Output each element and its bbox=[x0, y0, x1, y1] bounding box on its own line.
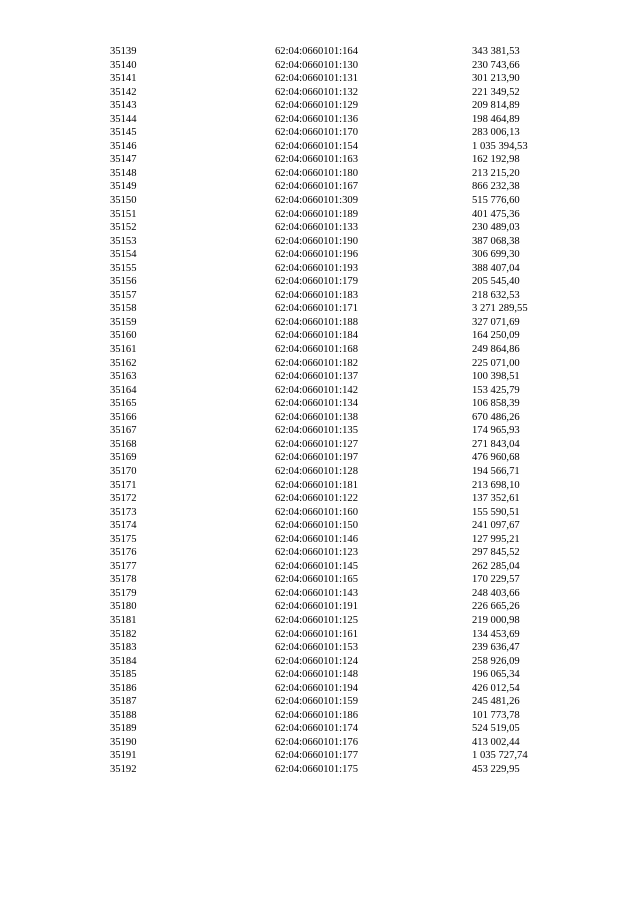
table-row bbox=[110, 384, 580, 398]
row-number: 35141 bbox=[110, 73, 137, 85]
cadastral-number: 62:04:0660101:146 bbox=[275, 533, 358, 545]
cadastral-value: 245 481,26 bbox=[472, 696, 520, 708]
table-row bbox=[110, 424, 580, 438]
row-number: 35182 bbox=[110, 628, 137, 640]
row-number: 35176 bbox=[110, 547, 137, 559]
cadastral-number: 62:04:0660101:165 bbox=[275, 574, 358, 586]
table-row bbox=[110, 628, 580, 642]
row-number: 35142 bbox=[110, 86, 137, 98]
row-number: 35151 bbox=[110, 208, 137, 220]
cadastral-number: 62:04:0660101:132 bbox=[275, 86, 358, 98]
table-row bbox=[110, 289, 580, 303]
cadastral-number: 62:04:0660101:181 bbox=[275, 479, 358, 491]
cadastral-number: 62:04:0660101:167 bbox=[275, 181, 358, 193]
row-number: 35170 bbox=[110, 465, 137, 477]
cadastral-number: 62:04:0660101:138 bbox=[275, 411, 358, 423]
cadastral-number: 62:04:0660101:135 bbox=[275, 425, 358, 437]
table-row bbox=[110, 194, 580, 208]
row-number: 35184 bbox=[110, 655, 137, 667]
cadastral-value: 1 035 727,74 bbox=[472, 750, 528, 762]
cadastral-number: 62:04:0660101:197 bbox=[275, 452, 358, 464]
table-row bbox=[110, 329, 580, 343]
table-row bbox=[110, 519, 580, 533]
cadastral-value: 271 843,04 bbox=[472, 438, 520, 450]
cadastral-value: 866 232,38 bbox=[472, 181, 520, 193]
row-number: 35171 bbox=[110, 479, 137, 491]
table-row bbox=[110, 316, 580, 330]
cadastral-value: 205 545,40 bbox=[472, 276, 520, 288]
table-row bbox=[110, 763, 580, 777]
cadastral-number: 62:04:0660101:143 bbox=[275, 587, 358, 599]
table-row bbox=[110, 126, 580, 140]
cadastral-value: 162 192,98 bbox=[472, 154, 520, 166]
cadastral-number: 62:04:0660101:182 bbox=[275, 357, 358, 369]
cadastral-value: 137 352,61 bbox=[472, 493, 520, 505]
table-row bbox=[110, 465, 580, 479]
table-row bbox=[110, 45, 580, 59]
row-number: 35145 bbox=[110, 127, 137, 139]
cadastral-number: 62:04:0660101:129 bbox=[275, 100, 358, 112]
cadastral-value: 283 006,13 bbox=[472, 127, 520, 139]
cadastral-value: 248 403,66 bbox=[472, 587, 520, 599]
cadastral-value: 1 035 394,53 bbox=[472, 140, 528, 152]
cadastral-value: 524 519,05 bbox=[472, 723, 520, 735]
row-number: 35180 bbox=[110, 601, 137, 613]
row-number: 35160 bbox=[110, 330, 137, 342]
cadastral-value: 225 071,00 bbox=[472, 357, 520, 369]
row-number: 35163 bbox=[110, 371, 137, 383]
table-row bbox=[110, 749, 580, 763]
cadastral-value: 306 699,30 bbox=[472, 249, 520, 261]
table-row bbox=[110, 655, 580, 669]
cadastral-number: 62:04:0660101:179 bbox=[275, 276, 358, 288]
row-number: 35153 bbox=[110, 235, 137, 247]
cadastral-value: 515 776,60 bbox=[472, 195, 520, 207]
cadastral-number: 62:04:0660101:160 bbox=[275, 506, 358, 518]
cadastral-value: 258 926,09 bbox=[472, 655, 520, 667]
cadastral-value: 134 453,69 bbox=[472, 628, 520, 640]
cadastral-number: 62:04:0660101:194 bbox=[275, 682, 358, 694]
cadastral-number: 62:04:0660101:124 bbox=[275, 655, 358, 667]
table-row bbox=[110, 560, 580, 574]
row-number: 35161 bbox=[110, 344, 137, 356]
row-number: 35167 bbox=[110, 425, 137, 437]
cadastral-value: 100 398,51 bbox=[472, 371, 520, 383]
table-row bbox=[110, 248, 580, 262]
table-row bbox=[110, 411, 580, 425]
row-number: 35187 bbox=[110, 696, 137, 708]
row-number: 35148 bbox=[110, 167, 137, 179]
cadastral-number: 62:04:0660101:186 bbox=[275, 709, 358, 721]
row-number: 35172 bbox=[110, 493, 137, 505]
table-row bbox=[110, 695, 580, 709]
cadastral-value: 213 215,20 bbox=[472, 167, 520, 179]
cadastral-value: 453 229,95 bbox=[472, 763, 520, 775]
table-row bbox=[110, 262, 580, 276]
row-number: 35169 bbox=[110, 452, 137, 464]
cadastral-number: 62:04:0660101:309 bbox=[275, 195, 358, 207]
row-number: 35139 bbox=[110, 46, 137, 57]
cadastral-value: 221 349,52 bbox=[472, 86, 520, 98]
cadastral-number: 62:04:0660101:137 bbox=[275, 371, 358, 383]
cadastre-table bbox=[110, 45, 580, 777]
cadastral-number: 62:04:0660101:150 bbox=[275, 520, 358, 532]
cadastral-value: 249 864,86 bbox=[472, 344, 520, 356]
table-row bbox=[110, 86, 580, 100]
cadastral-value: 239 636,47 bbox=[472, 642, 520, 654]
table-row bbox=[110, 587, 580, 601]
cadastral-number: 62:04:0660101:180 bbox=[275, 167, 358, 179]
table-row bbox=[110, 153, 580, 167]
cadastral-number: 62:04:0660101:191 bbox=[275, 601, 358, 613]
row-number: 35140 bbox=[110, 59, 137, 71]
cadastral-value: 476 960,68 bbox=[472, 452, 520, 464]
cadastral-number: 62:04:0660101:134 bbox=[275, 398, 358, 410]
table-row bbox=[110, 479, 580, 493]
cadastral-number: 62:04:0660101:168 bbox=[275, 344, 358, 356]
table-row bbox=[110, 614, 580, 628]
cadastral-value: 301 213,90 bbox=[472, 73, 520, 85]
table-row bbox=[110, 451, 580, 465]
cadastral-number: 62:04:0660101:123 bbox=[275, 547, 358, 559]
cadastral-value: 670 486,26 bbox=[472, 411, 520, 423]
row-number: 35156 bbox=[110, 276, 137, 288]
cadastral-number: 62:04:0660101:188 bbox=[275, 316, 358, 328]
cadastral-value: 209 814,89 bbox=[472, 100, 520, 112]
table-row bbox=[110, 533, 580, 547]
table-row bbox=[110, 709, 580, 723]
row-number: 35173 bbox=[110, 506, 137, 518]
row-number: 35158 bbox=[110, 303, 137, 315]
cadastral-value: 213 698,10 bbox=[472, 479, 520, 491]
row-number: 35183 bbox=[110, 642, 137, 654]
cadastral-number: 62:04:0660101:184 bbox=[275, 330, 358, 342]
cadastral-value: 106 858,39 bbox=[472, 398, 520, 410]
cadastral-number: 62:04:0660101:176 bbox=[275, 736, 358, 748]
cadastral-number: 62:04:0660101:148 bbox=[275, 669, 358, 681]
cadastral-value: 413 002,44 bbox=[472, 736, 520, 748]
row-number: 35159 bbox=[110, 316, 137, 328]
cadastral-number: 62:04:0660101:133 bbox=[275, 222, 358, 234]
cadastral-number: 62:04:0660101:177 bbox=[275, 750, 358, 762]
table-row bbox=[110, 208, 580, 222]
row-number: 35177 bbox=[110, 560, 137, 572]
table-row bbox=[110, 506, 580, 520]
cadastral-number: 62:04:0660101:164 bbox=[275, 46, 358, 57]
row-number: 35166 bbox=[110, 411, 137, 423]
cadastral-value: 230 743,66 bbox=[472, 59, 520, 71]
cadastral-value: 327 071,69 bbox=[472, 316, 520, 328]
cadastral-number: 62:04:0660101:142 bbox=[275, 384, 358, 396]
cadastral-value: 426 012,54 bbox=[472, 682, 520, 694]
row-number: 35186 bbox=[110, 682, 137, 694]
row-number: 35150 bbox=[110, 195, 137, 207]
cadastral-value: 262 285,04 bbox=[472, 560, 520, 572]
row-number: 35190 bbox=[110, 736, 137, 748]
row-number: 35189 bbox=[110, 723, 137, 735]
cadastral-value: 198 464,89 bbox=[472, 113, 520, 125]
cadastral-value: 218 632,53 bbox=[472, 289, 520, 301]
cadastral-value: 388 407,04 bbox=[472, 262, 520, 274]
row-number: 35164 bbox=[110, 384, 137, 396]
row-number: 35165 bbox=[110, 398, 137, 410]
row-number: 35143 bbox=[110, 100, 137, 112]
row-number: 35149 bbox=[110, 181, 137, 193]
cadastral-value: 127 995,21 bbox=[472, 533, 520, 545]
table-row bbox=[110, 600, 580, 614]
cadastral-number: 62:04:0660101:125 bbox=[275, 614, 358, 626]
table-row bbox=[110, 302, 580, 316]
table-row bbox=[110, 668, 580, 682]
row-number: 35192 bbox=[110, 763, 137, 775]
row-number: 35162 bbox=[110, 357, 137, 369]
row-number: 35174 bbox=[110, 520, 137, 532]
cadastral-number: 62:04:0660101:161 bbox=[275, 628, 358, 640]
row-number: 35147 bbox=[110, 154, 137, 166]
cadastral-value: 297 845,52 bbox=[472, 547, 520, 559]
table-row bbox=[110, 113, 580, 127]
table-row bbox=[110, 72, 580, 86]
table-row bbox=[110, 167, 580, 181]
table-row bbox=[110, 235, 580, 249]
cadastral-number: 62:04:0660101:189 bbox=[275, 208, 358, 220]
row-number: 35185 bbox=[110, 669, 137, 681]
table-row bbox=[110, 99, 580, 113]
table-row bbox=[110, 397, 580, 411]
cadastral-number: 62:04:0660101:183 bbox=[275, 289, 358, 301]
row-number: 35152 bbox=[110, 222, 137, 234]
cadastral-value: 230 489,03 bbox=[472, 222, 520, 234]
table-row bbox=[110, 546, 580, 560]
cadastral-number: 62:04:0660101:170 bbox=[275, 127, 358, 139]
table-row bbox=[110, 357, 580, 371]
cadastral-value: 219 000,98 bbox=[472, 614, 520, 626]
cadastral-value: 3 271 289,55 bbox=[472, 303, 528, 315]
table-row bbox=[110, 682, 580, 696]
row-number: 35146 bbox=[110, 140, 137, 152]
row-number: 35179 bbox=[110, 587, 137, 599]
table-row bbox=[110, 370, 580, 384]
cadastral-number: 62:04:0660101:130 bbox=[275, 59, 358, 71]
row-number: 35188 bbox=[110, 709, 137, 721]
table-row bbox=[110, 736, 580, 750]
row-number: 35144 bbox=[110, 113, 137, 125]
cadastral-value: 343 381,53 bbox=[472, 46, 520, 57]
table-row bbox=[110, 492, 580, 506]
table-row bbox=[110, 180, 580, 194]
table-row bbox=[110, 641, 580, 655]
cadastral-value: 174 965,93 bbox=[472, 425, 520, 437]
table-row bbox=[110, 221, 580, 235]
table-row bbox=[110, 275, 580, 289]
row-number: 35168 bbox=[110, 438, 137, 450]
table-row bbox=[110, 438, 580, 452]
row-number: 35157 bbox=[110, 289, 137, 301]
cadastral-value: 170 229,57 bbox=[472, 574, 520, 586]
table-row bbox=[110, 343, 580, 357]
cadastral-number: 62:04:0660101:127 bbox=[275, 438, 358, 450]
cadastral-number: 62:04:0660101:190 bbox=[275, 235, 358, 247]
row-number: 35191 bbox=[110, 750, 137, 762]
cadastral-number: 62:04:0660101:136 bbox=[275, 113, 358, 125]
cadastral-number: 62:04:0660101:159 bbox=[275, 696, 358, 708]
row-number: 35175 bbox=[110, 533, 137, 545]
cadastral-value: 164 250,09 bbox=[472, 330, 520, 342]
cadastral-value: 241 097,67 bbox=[472, 520, 520, 532]
cadastral-number: 62:04:0660101:196 bbox=[275, 249, 358, 261]
row-number: 35181 bbox=[110, 614, 137, 626]
cadastral-value: 387 068,38 bbox=[472, 235, 520, 247]
cadastral-value: 101 773,78 bbox=[472, 709, 520, 721]
cadastral-number: 62:04:0660101:131 bbox=[275, 73, 358, 85]
cadastral-number: 62:04:0660101:171 bbox=[275, 303, 358, 315]
cadastral-value: 153 425,79 bbox=[472, 384, 520, 396]
cadastral-number: 62:04:0660101:193 bbox=[275, 262, 358, 274]
table-row bbox=[110, 59, 580, 73]
cadastral-value: 401 475,36 bbox=[472, 208, 520, 220]
cadastral-value: 196 065,34 bbox=[472, 669, 520, 681]
cadastral-number: 62:04:0660101:154 bbox=[275, 140, 358, 152]
cadastral-value: 226 665,26 bbox=[472, 601, 520, 613]
cadastral-number: 62:04:0660101:175 bbox=[275, 763, 358, 775]
table-row bbox=[110, 573, 580, 587]
cadastral-value: 194 566,71 bbox=[472, 465, 520, 477]
cadastral-number: 62:04:0660101:153 bbox=[275, 642, 358, 654]
table-row bbox=[110, 722, 580, 736]
cadastral-number: 62:04:0660101:163 bbox=[275, 154, 358, 166]
cadastral-number: 62:04:0660101:145 bbox=[275, 560, 358, 572]
row-number: 35155 bbox=[110, 262, 137, 274]
row-number: 35178 bbox=[110, 574, 137, 586]
cadastral-number: 62:04:0660101:122 bbox=[275, 493, 358, 505]
cadastral-number: 62:04:0660101:174 bbox=[275, 723, 358, 735]
cadastral-value: 155 590,51 bbox=[472, 506, 520, 518]
row-number: 35154 bbox=[110, 249, 137, 261]
table-row bbox=[110, 140, 580, 154]
cadastral-number: 62:04:0660101:128 bbox=[275, 465, 358, 477]
